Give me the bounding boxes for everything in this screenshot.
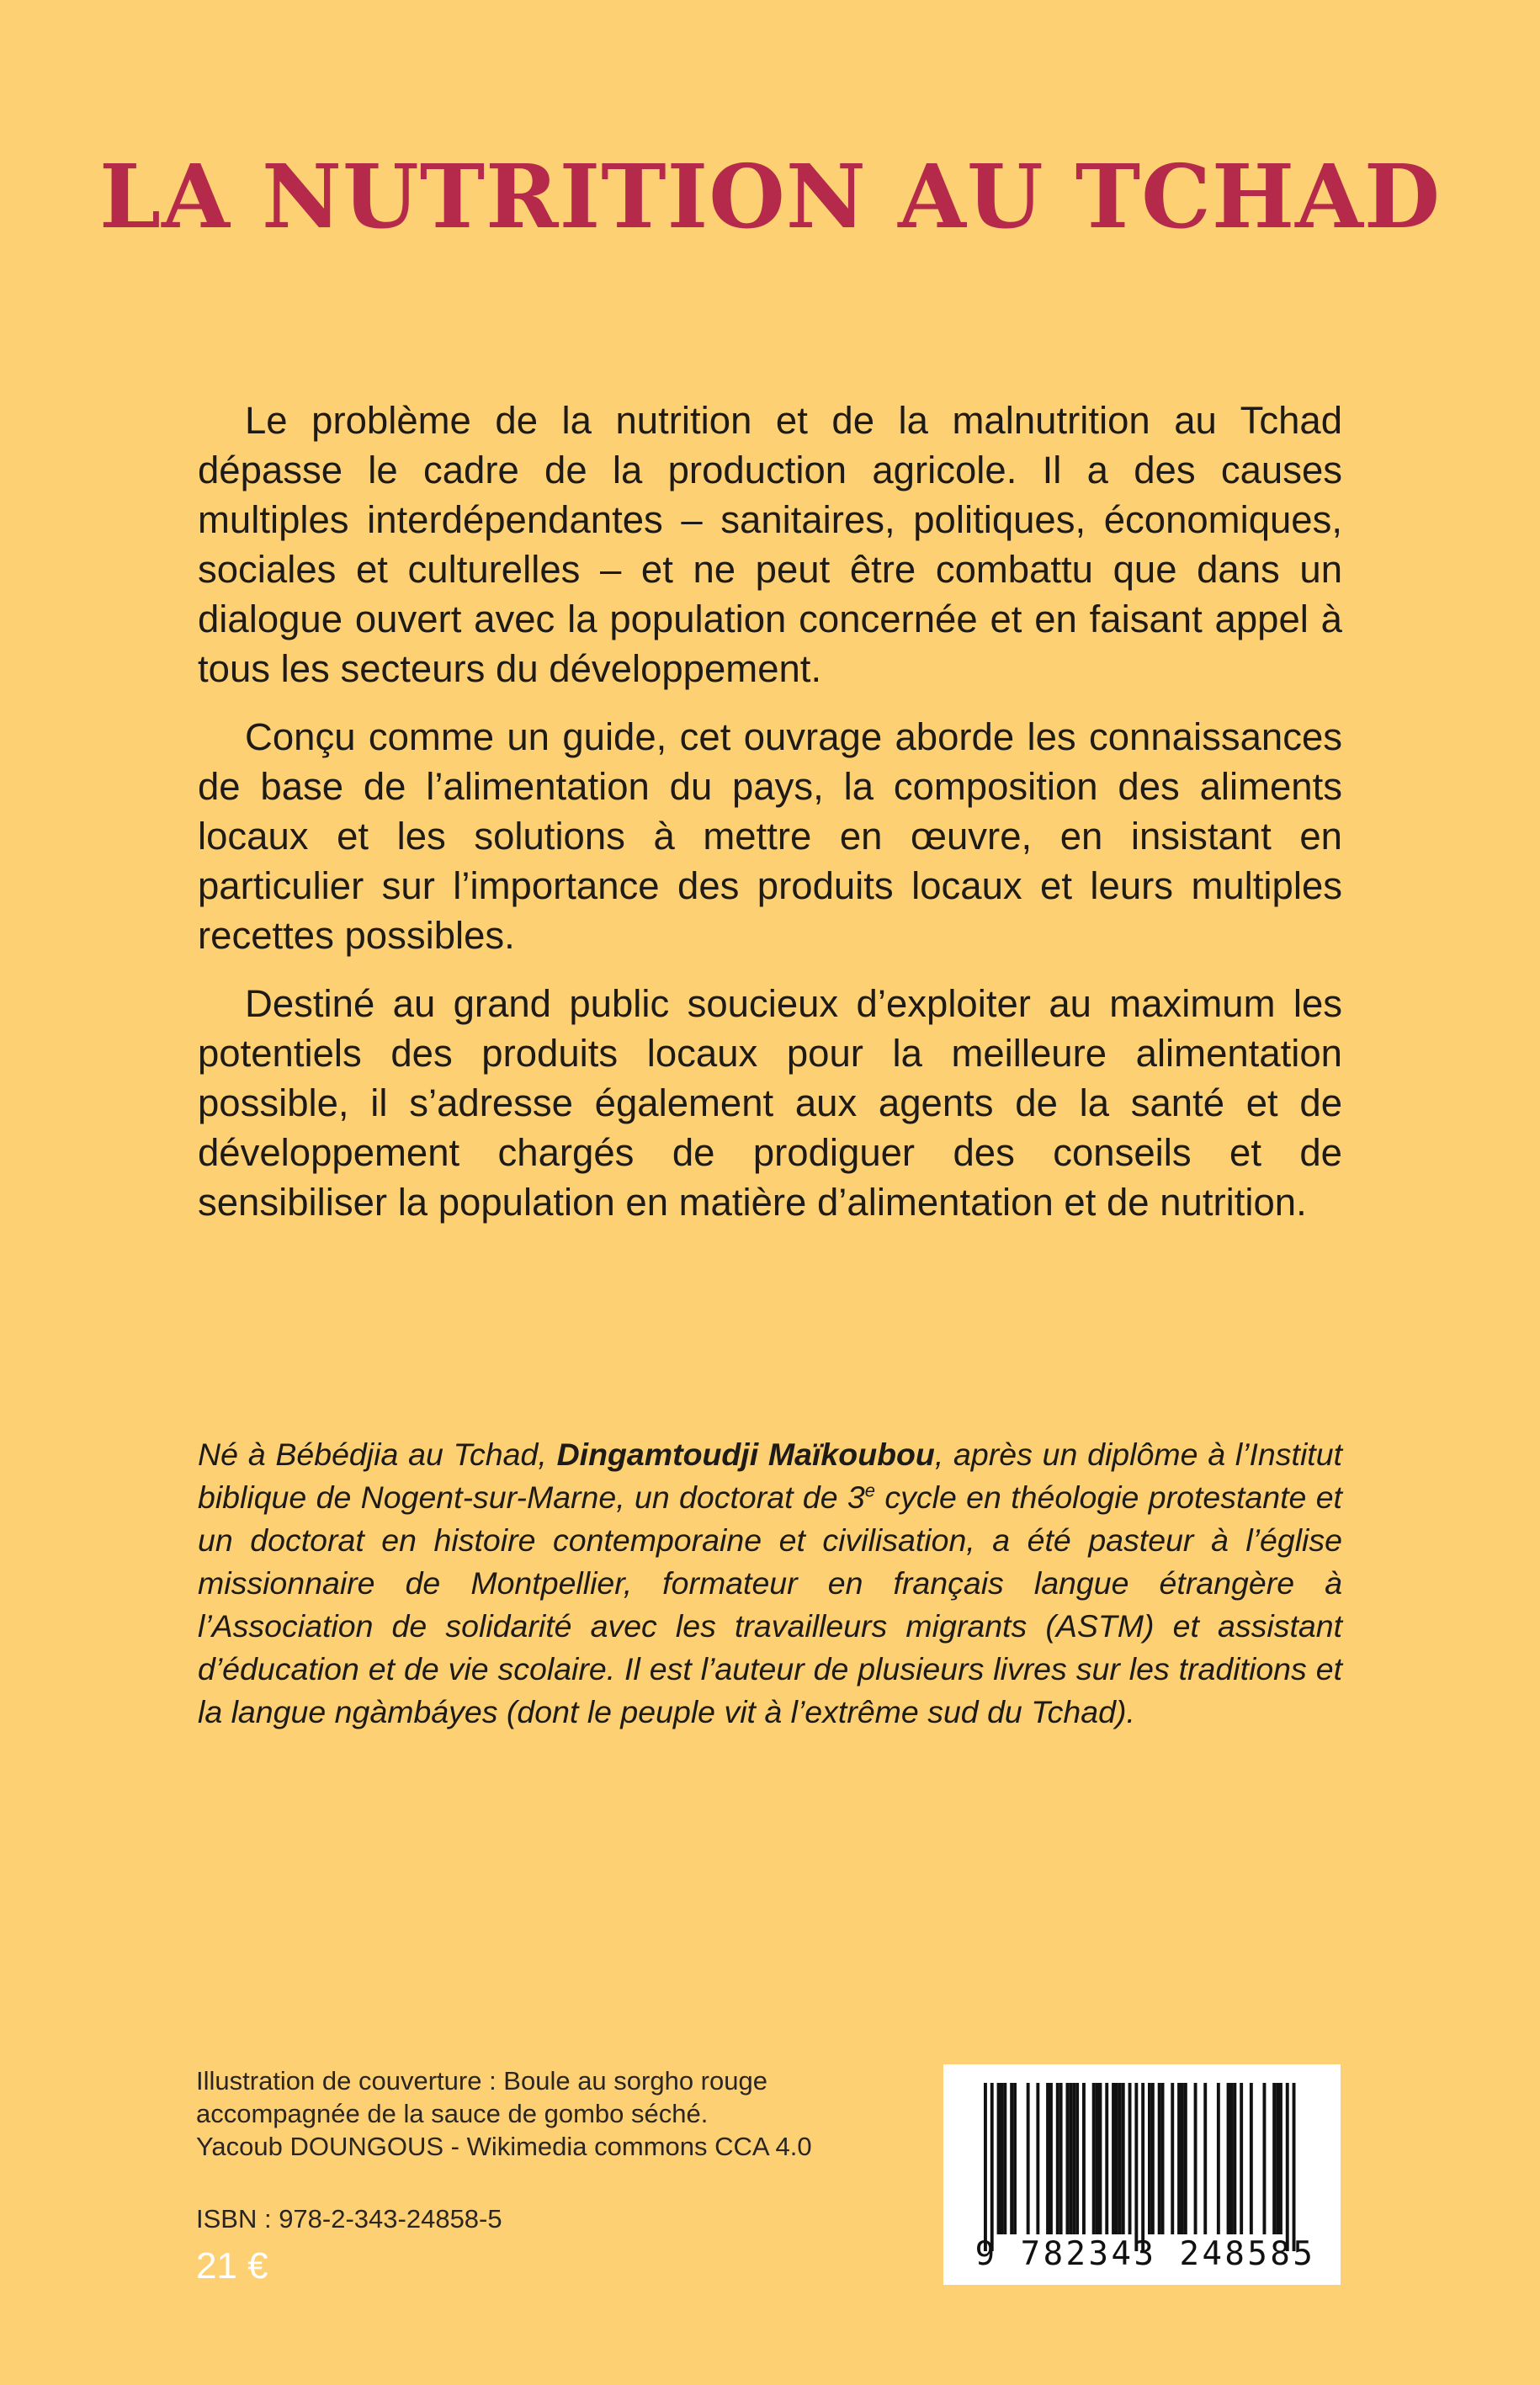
barcode-bar: [1013, 2083, 1017, 2234]
barcode-bar: [1148, 2083, 1151, 2234]
barcode-bar: [1066, 2083, 1070, 2234]
summary-paragraph-2: Conçu comme un guide, cet ouvrage aborde les connaissances de base de l’alimentation du pays, la composition des aliments locaux et les solutions à mettre en œuvre, en insistant en particulier sur l’importance des produits locaux et leurs multiples recettes possibles.: [198, 715, 1342, 957]
barcode-bar: [1036, 2083, 1039, 2234]
back-cover-summary: [198, 396, 1342, 1246]
barcode-bar: [1118, 2083, 1122, 2234]
barcode-bar: [1230, 2083, 1234, 2234]
bio-part-2: cycle en théologie protestante et un doctorat en histoire contemporaine et civilisation, a été pasteur à l’église missionnaire de Montpellier, formateur en français langue étrangère à l’Association de solidarité avec les travailleurs migrants (ASTM) et assistant d’éducation et de vie scolaire. Il est l’auteur de plusieurs livres sur les traditions et la langue ngàmbáyes (dont le peuple vit à l’extrême sud du Tchad).: [198, 1479, 1342, 1729]
summary-paragraph-3: Destiné au grand public soucieux d’exploiter au maximum les potentiels des produits locaux pour la meilleure alimentation possible, il s’adresse également aux agents de la santé et de développement chargés de prodiguer des conseils et de sensibiliser la population en matière d’alimentation et de nutrition.: [198, 982, 1342, 1224]
barcode-bar: [1217, 2083, 1220, 2234]
barcode-bar: [1227, 2083, 1230, 2234]
barcode-bar: [1293, 2083, 1296, 2251]
bio-part-1: , après un diplôme à l’Institut biblique de Nogent-sur-Marne, un doctorat de 3: [198, 1437, 1342, 1515]
barcode-bar: [1250, 2083, 1253, 2234]
barcode-bar: [1177, 2083, 1181, 2234]
barcode-bar: [1082, 2083, 1086, 2234]
barcode-panel: [943, 2064, 1341, 2285]
barcode-bar: [1112, 2083, 1115, 2234]
barcode-bar: [1161, 2083, 1165, 2234]
price-label: 21 €: [196, 2245, 268, 2287]
barcode-bar: [984, 2083, 987, 2251]
barcode-bar: [1010, 2083, 1013, 2234]
barcode-digits: 9 782343 248585: [974, 2235, 1316, 2273]
barcode-bar: [1069, 2083, 1072, 2234]
barcode-bar: [1134, 2083, 1138, 2251]
barcode-bar: [1272, 2083, 1276, 2234]
barcode-bar: [1286, 2083, 1289, 2251]
barcode-bar: [1203, 2083, 1207, 2234]
barcode-bar: [1096, 2083, 1099, 2234]
book-title: LA NUTRITION AU TCHAD: [98, 145, 1442, 248]
author-biography: [198, 1433, 1342, 1734]
barcode-bar: [1122, 2083, 1125, 2234]
credit-line-2: accompagnée de la sauce de gombo séché.: [196, 2099, 709, 2128]
barcode-bar: [1276, 2083, 1279, 2234]
barcode-bar: [1263, 2083, 1267, 2234]
barcode-bar: [1027, 2083, 1030, 2234]
cover-illustration-credits: [196, 2064, 812, 2163]
barcode-bar: [997, 2083, 1001, 2234]
barcode-bar: [1059, 2083, 1063, 2234]
credit-line-3: Yacoub DOUNGOUS - Wikimedia commons CCA 4.0: [196, 2132, 812, 2161]
barcode-bar: [1099, 2083, 1102, 2234]
barcode-bar: [1171, 2083, 1174, 2234]
credit-line-1: Illustration de couverture : Boule au sorgho rouge: [196, 2066, 767, 2096]
barcode-bar: [1151, 2083, 1155, 2234]
barcode-bar: [1046, 2083, 1049, 2234]
barcode-bar: [1075, 2083, 1079, 2234]
barcode-bar: [1128, 2083, 1132, 2234]
bio-superscript: e: [864, 1479, 876, 1501]
barcode-bar: [1072, 2083, 1075, 2234]
barcode-bar: [1003, 2083, 1006, 2234]
barcode-bar: [1240, 2083, 1243, 2234]
barcode-bar: [1184, 2083, 1187, 2234]
barcode-bar: [1001, 2083, 1004, 2234]
barcode-bar: [1141, 2083, 1144, 2251]
barcode-bar: [1181, 2083, 1184, 2234]
barcode-bar: [1092, 2083, 1096, 2234]
barcode-bar: [1115, 2083, 1118, 2234]
isbn-label: ISBN : 978-2-343-24858-5: [196, 2204, 502, 2234]
barcode-bar: [1105, 2083, 1108, 2234]
summary-paragraph-1: Le problème de la nutrition et de la malnutrition au Tchad dépasse le cadre de la production agricole. Il a des causes multiples interdépendantes – sanitaires, politiques, économiques, sociales et culturelles – et ne peut être combattu que dans un dialogue ouvert avec la population concernée et en faisant appel à tous les secteurs du développement.: [198, 399, 1342, 690]
bio-intro: Né à Bébédjia au Tchad,: [198, 1437, 557, 1472]
author-name: Dingamtoudji Maïkoubou: [556, 1437, 935, 1472]
barcode-bar: [1233, 2083, 1236, 2234]
barcode-bar: [1056, 2083, 1059, 2234]
barcode-bar: [990, 2083, 994, 2251]
barcode-bar: [1194, 2083, 1197, 2234]
barcode-bar: [1049, 2083, 1053, 2234]
barcode-bar: [1279, 2083, 1282, 2234]
barcode-bar: [1158, 2083, 1161, 2234]
